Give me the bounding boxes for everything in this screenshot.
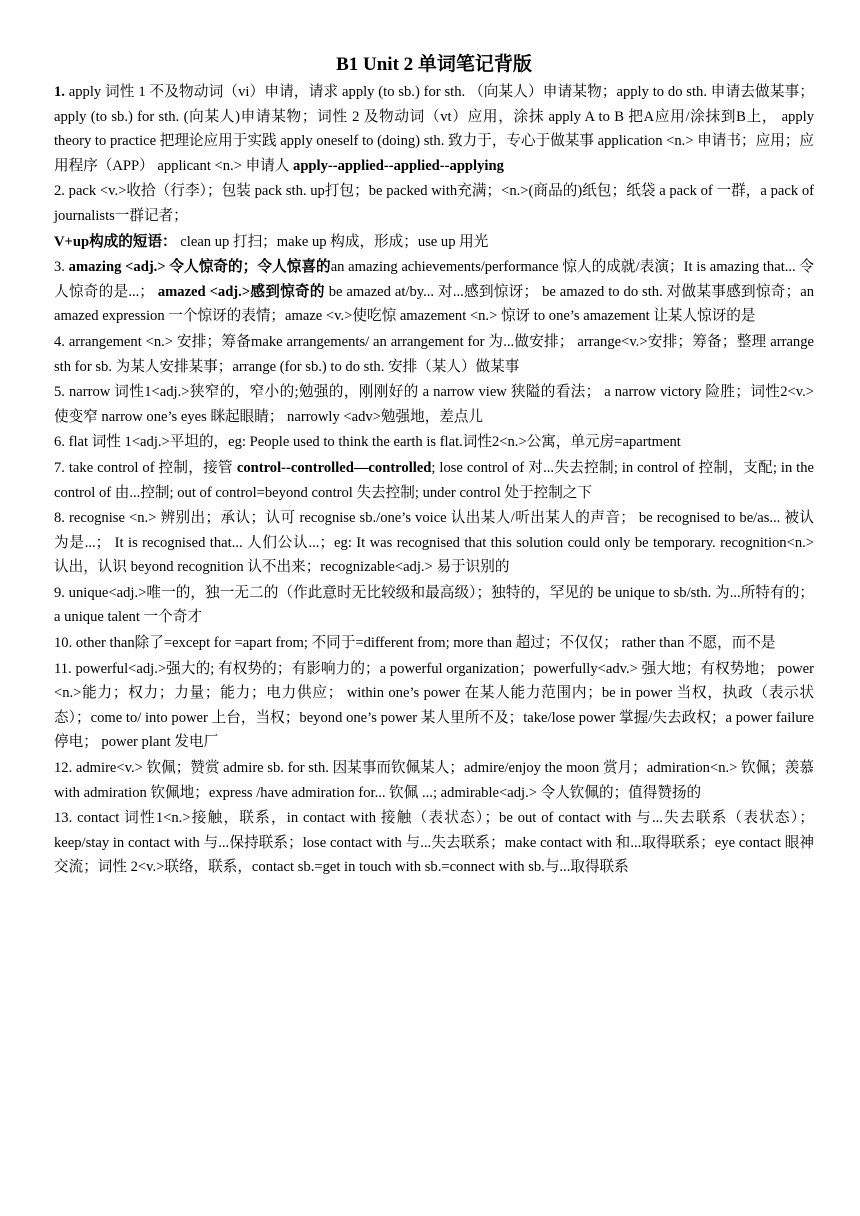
entry-text: amazed <adj.>感到惊奇的 <box>157 283 325 300</box>
vocab-entry <box>54 430 814 455</box>
vocab-entry <box>54 581 814 630</box>
entry-text: 13. contact 词性1<n.>接触，联系，in contact with 接触（表状态）；be out of contact with 与...失去联系（表状态）；keep/stay in contact with 与...保持联系；lose contact with 与...失去联系；make contact with 和...取得联系；eye contact 眼神交流；词性 2<v.>联络，联系，contact sb.=get in touch with sb.=connect with sb.与...取得联系 <box>54 810 814 876</box>
entry-text: V+up构成的短语： <box>54 233 177 250</box>
entry-text: 3. <box>54 259 69 276</box>
vocab-entry <box>54 255 814 329</box>
entry-text: apply 词性 1 不及物动词（vi）申请，请求 apply (to sb.) for sth. （向某人）申请某物；apply to do sth. 申请去做某事； apply (to sb.) for sth. (向某人)申请某物；词性 2 及物动词（vt）应用，涂抹 apply A to B 把A应用/涂抹到B上， apply theory to practice 把理论应用于实践 apply oneself to (doing) sth. 致力于，专心于做某事 application <n.> 申请书；应用；应用程序（APP） applicant <n.> 申请人 <box>54 84 815 174</box>
vocab-entry <box>54 80 814 178</box>
entry-text: 11. powerful<adj.>强大的; 有权势的；有影响力的；a powerful organization；powerfully<adv.> 强大地；有权势地； power <n.>能力；权力；力量；能力；电力供应； within one’s power 在某人能力范围内；be in power 当权，执政（表示状态）；come to/ into power 上台，当权；beyond one’s power 某人里所不及；take/lose power 掌握/失去政权；a power failure停电； power plant 发电厂 <box>54 660 814 751</box>
vocab-entry <box>54 380 814 429</box>
entry-text: 9. unique<adj.>唯一的，独一无二的（作此意时无比较级和最高级）；独特的，罕见的 be unique to sb/sth. 为...所特有的； a unique talent 一个奇才 <box>54 584 814 626</box>
vocab-entry <box>54 657 814 755</box>
entry-text: ; lose control of 对...失去控制; in control of 控制，支配; in the control of 由...控制; out of control=beyond control 失去控制; under control 处于控制之下 <box>54 459 814 501</box>
entry-text: 7. take control of 控制，接管 <box>54 459 237 476</box>
entry-text: 8. recognise <n.> 辨别出；承认；认可 recognise sb./one’s voice 认出某人/听出某人的声音； be recognised to be/as... 被认为是...； It is recognised that... 人们公认...；eg: It was recognised that this solution could only be temporary. recognition<n.> 认出，认识 beyond recognition 认不出来；recognizable<adj.> 易于识别的 <box>54 510 814 576</box>
entry-text: apply--applied--applied--applying <box>293 157 504 174</box>
entry-text: control--controlled—controlled <box>236 459 432 476</box>
entry-text: 1. <box>54 84 69 100</box>
vocab-entry <box>54 179 814 228</box>
vocab-entry <box>54 806 814 880</box>
entry-text: an amazing achievements/performance 惊人的成就/表演；It is amazing that... 令人惊奇的是...； <box>54 259 815 300</box>
vocab-entry <box>54 230 814 255</box>
entry-text: 2. pack <v.>收拾（行李）；包装 pack sth. up打包；be packed with充满；<n.>(商品的)纸包；纸袋 a pack of 一群，a pack of journalists一群记者； <box>54 183 814 224</box>
entry-text: amazing <adj.> 令人惊奇的；令人惊喜的 <box>68 259 331 276</box>
entry-text: be amazed at/by... 对...感到惊讶； be amazed to do sth. 对做某事感到惊奇；an amazed expression 一个惊讶的表情；amaze <v.>使吃惊 amazement <n.> 惊讶 to one’s amazement 让某人惊讶的是 <box>54 283 814 325</box>
vocab-entry <box>54 330 814 379</box>
vocabulary-entries <box>54 80 814 880</box>
entry-text: 4. arrangement <n.> 安排；筹备make arrangements/ an arrangement for 为...做安排； arrange<v.>安排；筹备；整理 arrange sth for sb. 为某人安排某事；arrange (for sb.) to do sth. 安排（某人）做某事 <box>54 333 814 375</box>
vocab-entry <box>54 631 814 656</box>
entry-text: 10. other than除了=except for =apart from; 不同于=different from; more than 超过；不仅仅； rather than 不愿，而不是 <box>54 635 776 652</box>
entry-text: clean up 打扫；make up 构成，形成；use up 用光 <box>176 233 489 250</box>
vocab-entry <box>54 756 814 805</box>
entry-text: 12. admire<v.> 钦佩；赞赏 admire sb. for sth. 因某事而钦佩某人；admire/enjoy the moon 赏月；admiration<n.> 钦佩；羡慕 with admiration 钦佩地；express /have admiration for... 钦佩 ...; admirable<adj.> 令人钦佩的；值得赞扬的 <box>54 760 814 801</box>
entry-text: 5. narrow 词性1<adj.>狭窄的，窄小的;勉强的，刚刚好的 a narrow view 狭隘的看法； a narrow victory 险胜；词性2<v.> 使变窄 narrow one’s eyes 眯起眼睛； narrowly <adv>勉强地，差点儿 <box>54 384 814 425</box>
vocab-entry <box>54 506 814 580</box>
entry-text: 6. flat 词性 1<adj.>平坦的，eg: People used to think the earth is flat.词性2<n.>公寓，单元房=apartment <box>54 434 681 451</box>
document-title: B1 Unit 2 单词笔记背版 <box>336 54 532 75</box>
vocab-entry <box>54 456 814 505</box>
